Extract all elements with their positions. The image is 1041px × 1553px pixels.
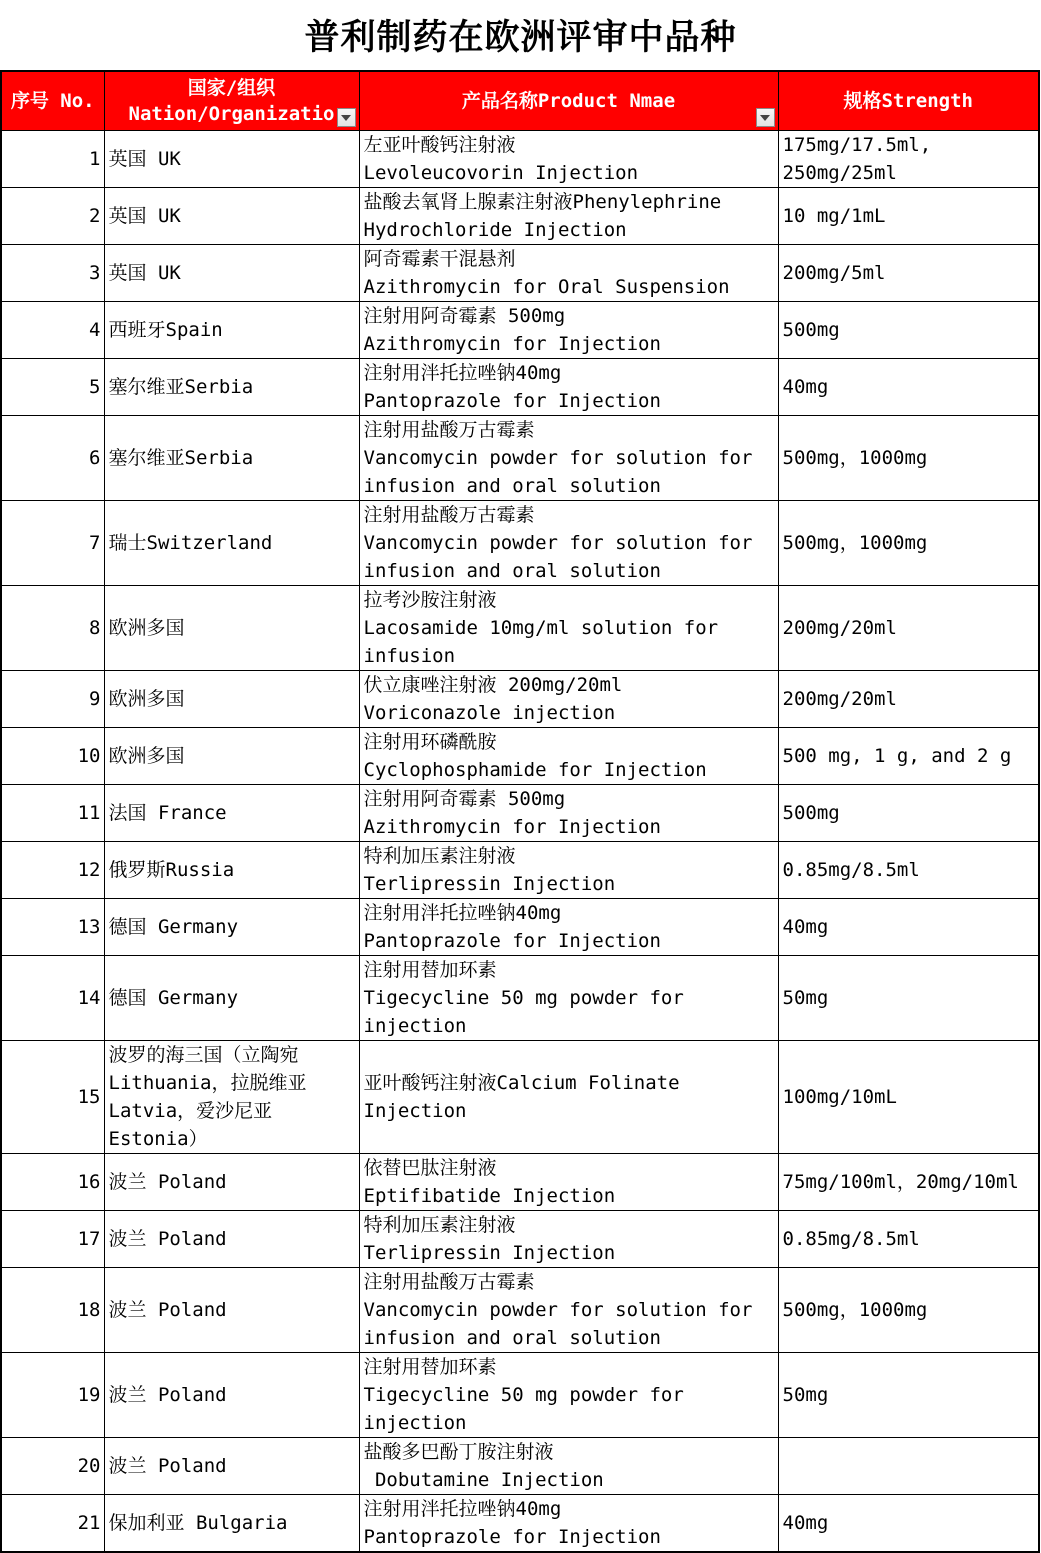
cell-line: 1 bbox=[89, 148, 101, 170]
nation-cell bbox=[104, 956, 359, 1041]
cell-line: infusion and oral solution bbox=[363, 1327, 661, 1349]
cell-line: 0.85mg/8.5ml bbox=[782, 1228, 920, 1250]
product-name-cell bbox=[359, 1041, 778, 1154]
nation-cell bbox=[104, 1154, 359, 1211]
cell-line: 19 bbox=[77, 1384, 101, 1406]
cell-line: Estonia） bbox=[108, 1128, 208, 1150]
product-name-cell bbox=[359, 131, 778, 188]
cell-line: 伏立康唑注射液 200mg/20ml bbox=[363, 674, 623, 696]
cell-line: 250mg/25ml bbox=[782, 162, 897, 184]
strength-cell bbox=[778, 302, 1039, 359]
nation-cell bbox=[104, 728, 359, 785]
row-number-cell bbox=[1, 956, 104, 1041]
cell-line: 注射用环磷酰胺 bbox=[363, 731, 497, 753]
products-table bbox=[0, 70, 1040, 1553]
cell-line: 11 bbox=[77, 802, 101, 824]
cell-line: 12 bbox=[77, 859, 101, 881]
nation-filter-dropdown-button[interactable] bbox=[337, 108, 356, 127]
cell-line: 9 bbox=[89, 688, 101, 710]
strength-cell bbox=[778, 1268, 1039, 1353]
nation-cell bbox=[104, 1268, 359, 1353]
cell-line: 100mg/10mL bbox=[782, 1086, 897, 1108]
nation-cell bbox=[104, 671, 359, 728]
cell-line: Cyclophosphamide for Injection bbox=[363, 759, 707, 781]
cell-line: 西班牙Spain bbox=[108, 319, 223, 341]
col-header-nation-label-cn: 国家/组织 bbox=[187, 77, 276, 99]
cell-line: infusion and oral solution bbox=[363, 475, 661, 497]
cell-line: 14 bbox=[77, 987, 101, 1009]
cell-line: 500mg，1000mg bbox=[782, 1299, 928, 1321]
strength-cell bbox=[778, 728, 1039, 785]
cell-line: 175mg/17.5ml, bbox=[782, 134, 932, 156]
row-number-cell bbox=[1, 188, 104, 245]
table-row bbox=[1, 1495, 1039, 1553]
page-title: 普利制药在欧洲评审中品种 bbox=[304, 18, 737, 58]
row-number-cell bbox=[1, 501, 104, 586]
cell-line: Vancomycin powder for solution for bbox=[363, 447, 753, 469]
product-name-cell bbox=[359, 728, 778, 785]
table-row bbox=[1, 1268, 1039, 1353]
row-number-cell bbox=[1, 416, 104, 501]
cell-line: 法国 France bbox=[108, 802, 227, 824]
product-name-cell bbox=[359, 1154, 778, 1211]
cell-line: 注射用阿奇霉素 500mg bbox=[363, 305, 566, 327]
cell-line: Pantoprazole for Injection bbox=[363, 1526, 661, 1548]
strength-cell bbox=[778, 899, 1039, 956]
product-name-cell bbox=[359, 671, 778, 728]
cell-line: Terlipressin Injection bbox=[363, 873, 616, 895]
nation-cell bbox=[104, 1041, 359, 1154]
nation-cell bbox=[104, 359, 359, 416]
cell-line: 注射用阿奇霉素 500mg bbox=[363, 788, 566, 810]
nation-cell bbox=[104, 1438, 359, 1495]
cell-line: 注射用替加环素 bbox=[363, 959, 497, 981]
cell-line: 左亚叶酸钙注射液 bbox=[363, 134, 516, 156]
product-name-cell bbox=[359, 1268, 778, 1353]
cell-line: 17 bbox=[77, 1228, 101, 1250]
cell-line: injection bbox=[363, 1015, 467, 1037]
cell-line: 6 bbox=[89, 447, 101, 469]
table-row bbox=[1, 131, 1039, 188]
cell-line: 欧洲多国 bbox=[108, 688, 185, 710]
table-body bbox=[1, 131, 1039, 1553]
nation-cell bbox=[104, 842, 359, 899]
col-header-strength-label: 规格Strength bbox=[843, 90, 973, 112]
table-row bbox=[1, 416, 1039, 501]
product-name-cell bbox=[359, 842, 778, 899]
cell-line: 亚叶酸钙注射液Calcium Folinate bbox=[363, 1072, 680, 1094]
table-header bbox=[1, 71, 1039, 131]
cell-line: 盐酸去氧肾上腺素注射液Phenylephrine bbox=[363, 191, 722, 213]
col-header-no bbox=[1, 71, 104, 131]
cell-line: 500mg bbox=[782, 319, 840, 341]
cell-line: Pantoprazole for Injection bbox=[363, 930, 661, 952]
strength-cell bbox=[778, 501, 1039, 586]
cell-line: Injection bbox=[363, 1100, 467, 1122]
product-filter-dropdown-button[interactable] bbox=[756, 108, 775, 127]
row-number-cell bbox=[1, 728, 104, 785]
row-number-cell bbox=[1, 1353, 104, 1438]
cell-line: 200mg/20ml bbox=[782, 688, 897, 710]
strength-cell bbox=[778, 1495, 1039, 1553]
table-row bbox=[1, 956, 1039, 1041]
cell-line: 500mg bbox=[782, 802, 840, 824]
cell-line: 7 bbox=[89, 532, 101, 554]
cell-line: 波罗的海三国（立陶宛 bbox=[108, 1044, 299, 1066]
nation-cell bbox=[104, 302, 359, 359]
cell-line: 40mg bbox=[782, 376, 829, 398]
nation-cell bbox=[104, 1353, 359, 1438]
strength-cell bbox=[778, 359, 1039, 416]
row-number-cell bbox=[1, 245, 104, 302]
cell-line: 500mg，1000mg bbox=[782, 447, 928, 469]
cell-line: 40mg bbox=[782, 1512, 829, 1534]
table-row bbox=[1, 1154, 1039, 1211]
row-number-cell bbox=[1, 899, 104, 956]
col-header-product-label: 产品名称Product Nmae bbox=[461, 90, 676, 112]
row-number-cell bbox=[1, 1438, 104, 1495]
strength-cell bbox=[778, 956, 1039, 1041]
strength-cell bbox=[778, 188, 1039, 245]
cell-line: 英国 UK bbox=[108, 148, 181, 170]
col-header-strength bbox=[778, 71, 1039, 131]
product-name-cell bbox=[359, 1495, 778, 1553]
cell-line: Terlipressin Injection bbox=[363, 1242, 616, 1264]
cell-line: 500 mg, 1 g, and 2 g bbox=[782, 745, 1012, 767]
nation-cell bbox=[104, 586, 359, 671]
cell-line: Tigecycline 50 mg powder for bbox=[363, 987, 684, 1009]
nation-cell bbox=[104, 245, 359, 302]
cell-line: Lacosamide 10mg/ml solution for bbox=[363, 617, 719, 639]
cell-line: 德国 Germany bbox=[108, 916, 239, 938]
cell-line: 保加利亚 Bulgaria bbox=[108, 1512, 288, 1534]
nation-cell bbox=[104, 1211, 359, 1268]
product-name-cell bbox=[359, 416, 778, 501]
cell-line: 13 bbox=[77, 916, 101, 938]
table-row bbox=[1, 501, 1039, 586]
cell-line: 50mg bbox=[782, 987, 829, 1009]
cell-line: 拉考沙胺注射液 bbox=[363, 589, 497, 611]
cell-line: 注射用盐酸万古霉素 bbox=[363, 419, 535, 441]
cell-line: 注射用泮托拉唑钠40mg bbox=[363, 1498, 562, 1520]
chevron-down-icon bbox=[760, 115, 770, 121]
cell-line: 4 bbox=[89, 319, 101, 341]
cell-line: 18 bbox=[77, 1299, 101, 1321]
cell-line: 50mg bbox=[782, 1384, 829, 1406]
cell-line: 注射用盐酸万古霉素 bbox=[363, 1271, 535, 1293]
table-row bbox=[1, 1353, 1039, 1438]
cell-line: infusion and oral solution bbox=[363, 560, 661, 582]
strength-cell bbox=[778, 245, 1039, 302]
cell-line: Latvia，爱沙尼亚 bbox=[108, 1100, 273, 1122]
cell-line: 10 mg/1mL bbox=[782, 205, 886, 227]
table-row bbox=[1, 586, 1039, 671]
table-row bbox=[1, 899, 1039, 956]
row-number-cell bbox=[1, 302, 104, 359]
cell-line: 21 bbox=[77, 1512, 101, 1534]
cell-line: 瑞士Switzerland bbox=[108, 532, 273, 554]
cell-line: 40mg bbox=[782, 916, 829, 938]
product-name-cell bbox=[359, 785, 778, 842]
cell-line: Pantoprazole for Injection bbox=[363, 390, 661, 412]
cell-line: 阿奇霉素干混悬剂 bbox=[363, 248, 516, 270]
cell-line: Azithromycin for Injection bbox=[363, 816, 661, 838]
table-row bbox=[1, 842, 1039, 899]
nation-cell bbox=[104, 1495, 359, 1553]
cell-line: 欧洲多国 bbox=[108, 745, 185, 767]
cell-line: infusion bbox=[363, 645, 456, 667]
product-name-cell bbox=[359, 1438, 778, 1495]
cell-line: injection bbox=[363, 1412, 467, 1434]
table-row bbox=[1, 1211, 1039, 1268]
col-header-nation-label-en: Nation/Organizatio bbox=[128, 103, 335, 125]
row-number-cell bbox=[1, 1041, 104, 1154]
nation-cell bbox=[104, 416, 359, 501]
cell-line: 注射用替加环素 bbox=[363, 1356, 497, 1378]
cell-line: Eptifibatide Injection bbox=[363, 1185, 616, 1207]
cell-line: 俄罗斯Russia bbox=[108, 859, 235, 881]
cell-line: 德国 Germany bbox=[108, 987, 239, 1009]
cell-line: 8 bbox=[89, 617, 101, 639]
row-number-cell bbox=[1, 1495, 104, 1553]
table-row bbox=[1, 1438, 1039, 1495]
cell-line: Levoleucovorin Injection bbox=[363, 162, 639, 184]
nation-cell bbox=[104, 899, 359, 956]
cell-line: 2 bbox=[89, 205, 101, 227]
cell-line: 波兰 Poland bbox=[108, 1171, 227, 1193]
nation-cell bbox=[104, 188, 359, 245]
cell-line: 75mg/100ml，20mg/10ml bbox=[782, 1171, 1019, 1193]
cell-line: 16 bbox=[77, 1171, 101, 1193]
cell-line: 注射用泮托拉唑钠40mg bbox=[363, 902, 562, 924]
cell-line: Azithromycin for Oral Suspension bbox=[363, 276, 730, 298]
row-number-cell bbox=[1, 785, 104, 842]
cell-line: 10 bbox=[77, 745, 101, 767]
cell-line: 注射用盐酸万古霉素 bbox=[363, 504, 535, 526]
cell-line: 20 bbox=[77, 1455, 101, 1477]
cell-line: 500mg，1000mg bbox=[782, 532, 928, 554]
strength-cell bbox=[778, 842, 1039, 899]
cell-line: 波兰 Poland bbox=[108, 1228, 227, 1250]
product-name-cell bbox=[359, 501, 778, 586]
cell-line: Hydrochloride Injection bbox=[363, 219, 627, 241]
cell-line: 注射用泮托拉唑钠40mg bbox=[363, 362, 562, 384]
cell-line: 波兰 Poland bbox=[108, 1299, 227, 1321]
cell-line: 0.85mg/8.5ml bbox=[782, 859, 920, 881]
cell-line: 塞尔维亚Serbia bbox=[108, 447, 254, 469]
strength-cell bbox=[778, 1211, 1039, 1268]
product-name-cell bbox=[359, 188, 778, 245]
row-number-cell bbox=[1, 671, 104, 728]
strength-cell bbox=[778, 785, 1039, 842]
strength-cell bbox=[778, 1353, 1039, 1438]
cell-line: 英国 UK bbox=[108, 205, 181, 227]
cell-line: 塞尔维亚Serbia bbox=[108, 376, 254, 398]
product-name-cell bbox=[359, 302, 778, 359]
table-row bbox=[1, 359, 1039, 416]
table-row bbox=[1, 785, 1039, 842]
cell-line: 波兰 Poland bbox=[108, 1455, 227, 1477]
strength-cell bbox=[778, 1041, 1039, 1154]
cell-line: Vancomycin powder for solution for bbox=[363, 532, 753, 554]
product-name-cell bbox=[359, 359, 778, 416]
row-number-cell bbox=[1, 1268, 104, 1353]
header-row bbox=[1, 71, 1039, 131]
row-number-cell bbox=[1, 1211, 104, 1268]
row-number-cell bbox=[1, 359, 104, 416]
cell-line: 依替巴肽注射液 bbox=[363, 1157, 497, 1179]
cell-line: 欧洲多国 bbox=[108, 617, 185, 639]
product-name-cell bbox=[359, 1353, 778, 1438]
row-number-cell bbox=[1, 586, 104, 671]
col-header-no-label: 序号 No. bbox=[10, 90, 95, 112]
row-number-cell bbox=[1, 1154, 104, 1211]
cell-line: Dobutamine Injection bbox=[363, 1469, 604, 1491]
nation-cell bbox=[104, 131, 359, 188]
strength-cell bbox=[778, 671, 1039, 728]
product-name-cell bbox=[359, 956, 778, 1041]
product-name-cell bbox=[359, 899, 778, 956]
row-number-cell bbox=[1, 131, 104, 188]
table-row bbox=[1, 728, 1039, 785]
cell-line: 盐酸多巴酚丁胺注射液 bbox=[363, 1441, 554, 1463]
table-row bbox=[1, 671, 1039, 728]
table-row bbox=[1, 245, 1039, 302]
strength-cell bbox=[778, 131, 1039, 188]
col-header-nation bbox=[104, 71, 359, 131]
strength-cell bbox=[778, 586, 1039, 671]
chevron-down-icon bbox=[341, 115, 351, 121]
row-number-cell bbox=[1, 842, 104, 899]
cell-line: Voriconazole injection bbox=[363, 702, 616, 724]
product-name-cell bbox=[359, 586, 778, 671]
strength-cell bbox=[778, 416, 1039, 501]
cell-line: 3 bbox=[89, 262, 101, 284]
table-row bbox=[1, 188, 1039, 245]
cell-line: 波兰 Poland bbox=[108, 1384, 227, 1406]
nation-cell bbox=[104, 785, 359, 842]
cell-line: 英国 UK bbox=[108, 262, 181, 284]
cell-line: 200mg/5ml bbox=[782, 262, 886, 284]
product-name-cell bbox=[359, 1211, 778, 1268]
product-name-cell bbox=[359, 245, 778, 302]
cell-line: 5 bbox=[89, 376, 101, 398]
cell-line: 特利加压素注射液 bbox=[363, 845, 516, 867]
table-row bbox=[1, 1041, 1039, 1154]
col-header-product bbox=[359, 71, 778, 131]
cell-line: Tigecycline 50 mg powder for bbox=[363, 1384, 684, 1406]
nation-cell bbox=[104, 501, 359, 586]
cell-line: 200mg/20ml bbox=[782, 617, 897, 639]
cell-line: Lithuania，拉脱维亚 bbox=[108, 1072, 307, 1094]
cell-line: 15 bbox=[77, 1086, 101, 1108]
cell-line: Vancomycin powder for solution for bbox=[363, 1299, 753, 1321]
strength-cell bbox=[778, 1438, 1039, 1495]
cell-line: Azithromycin for Injection bbox=[363, 333, 661, 355]
strength-cell bbox=[778, 1154, 1039, 1211]
table-row bbox=[1, 302, 1039, 359]
cell-line: 特利加压素注射液 bbox=[363, 1214, 516, 1236]
